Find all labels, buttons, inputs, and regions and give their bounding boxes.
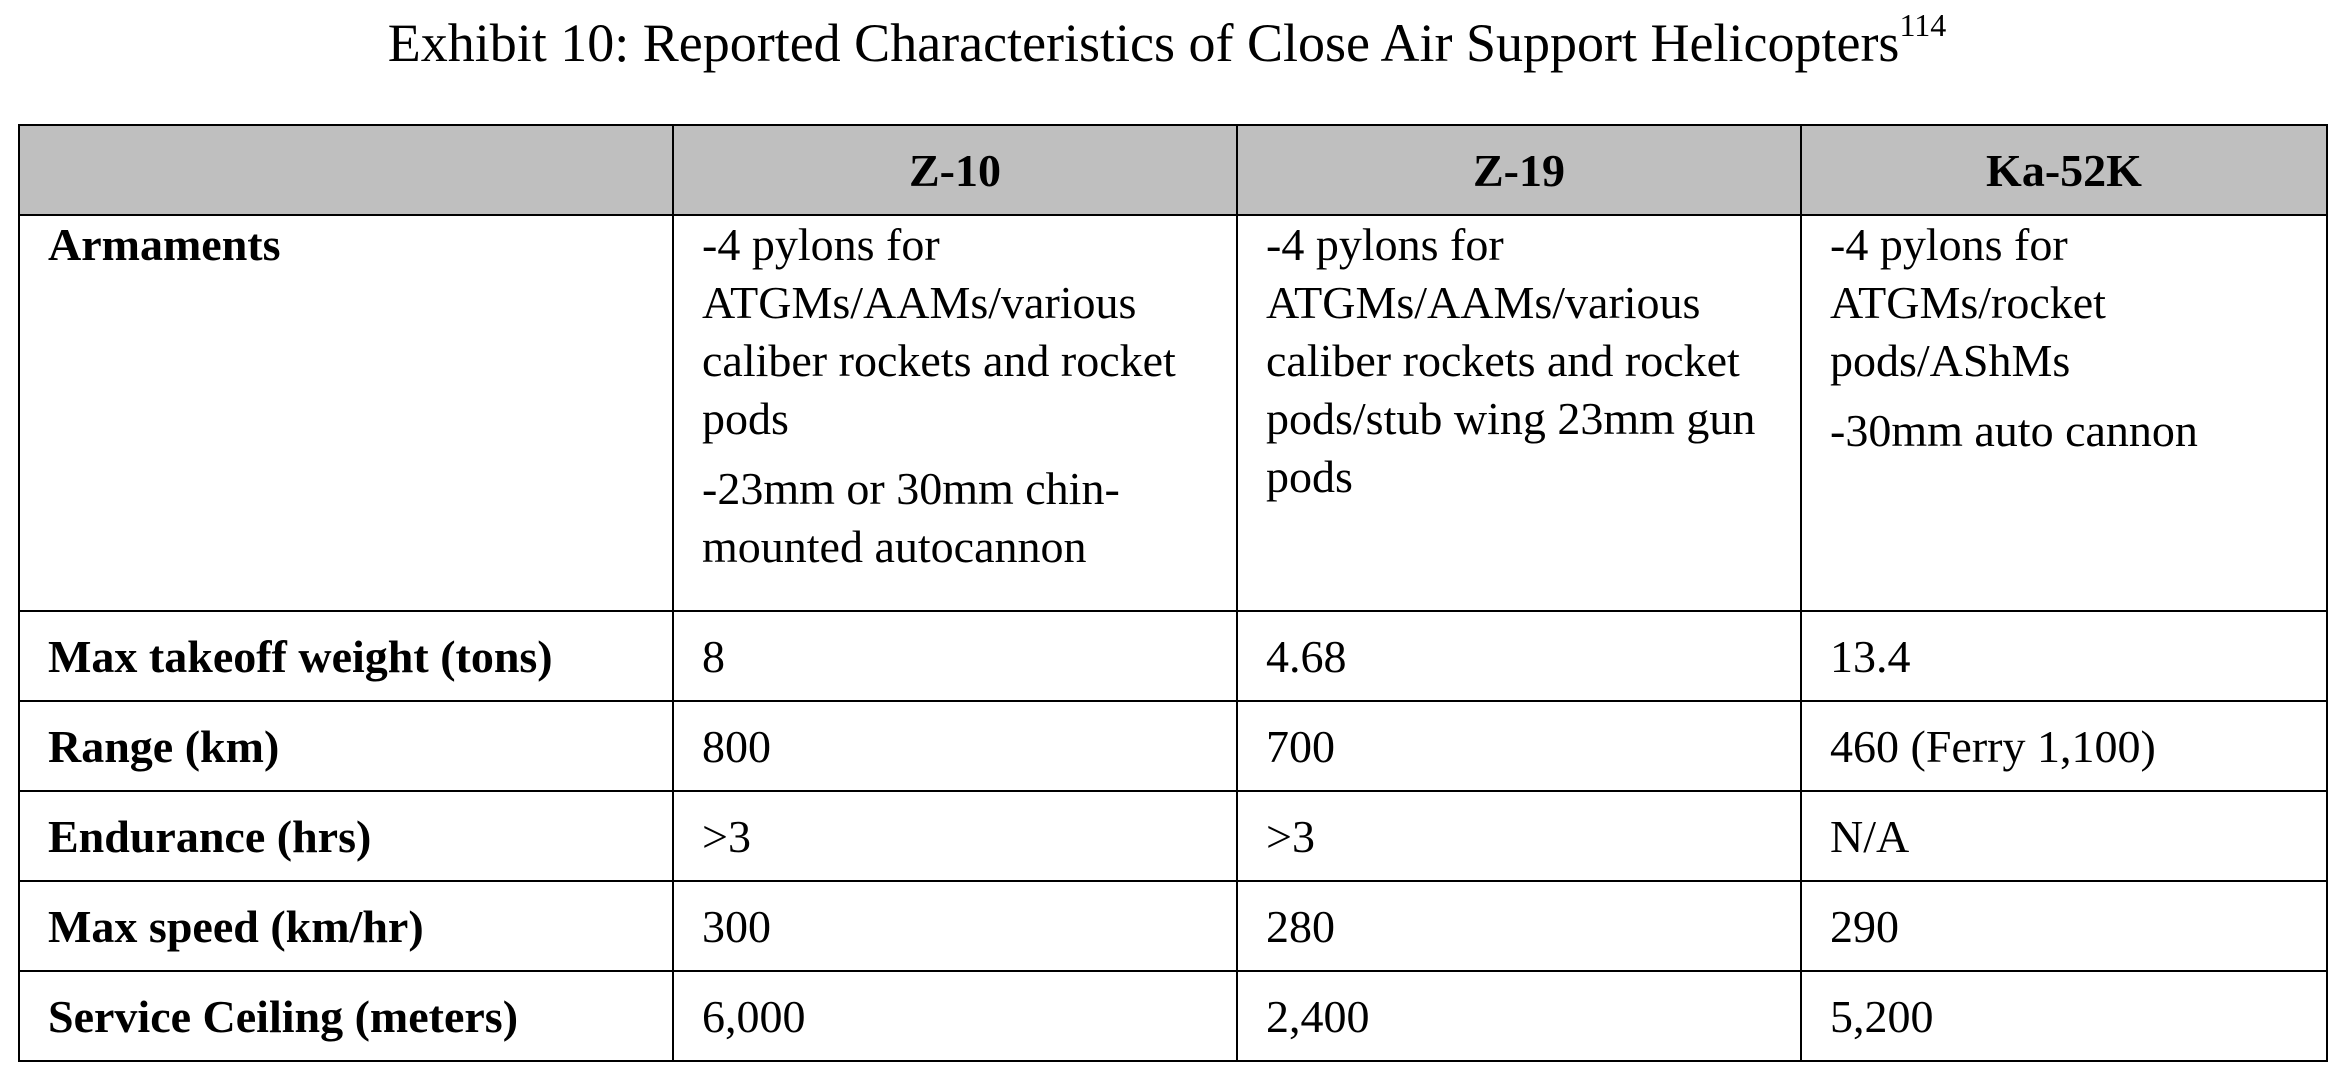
row-label-text: Armaments bbox=[48, 219, 281, 270]
footnote-marker: 114 bbox=[1899, 7, 1947, 43]
armaments-cell-ka52k bbox=[1801, 215, 2327, 611]
armaments-cell-z19 bbox=[1237, 215, 1801, 611]
table-cell: 8 bbox=[673, 611, 1237, 701]
table-cell: N/A bbox=[1801, 791, 2327, 881]
table-cell: 460 (Ferry 1,100) bbox=[1801, 701, 2327, 791]
row-label: Max takeoff weight (tons) bbox=[19, 611, 673, 701]
exhibit-title bbox=[0, 8, 2334, 78]
table-row-armaments bbox=[19, 215, 2327, 611]
column-header-z10: Z-10 bbox=[673, 125, 1237, 215]
armaments-cell-z10 bbox=[673, 215, 1237, 611]
row-label: Range (km) bbox=[19, 701, 673, 791]
armaments-item: -23mm or 30mm chin-mounted autocannon bbox=[702, 463, 1120, 572]
table-row-endurance bbox=[19, 791, 2327, 881]
row-label: Service Ceiling (meters) bbox=[19, 971, 673, 1061]
table-cell: 13.4 bbox=[1801, 611, 2327, 701]
table-cell: 5,200 bbox=[1801, 971, 2327, 1061]
column-header-ka52k: Ka-52K bbox=[1801, 125, 2327, 215]
table-cell: 700 bbox=[1237, 701, 1801, 791]
table-row-max-takeoff-weight bbox=[19, 611, 2327, 701]
column-header-z19: Z-19 bbox=[1237, 125, 1801, 215]
armaments-item: -4 pylons for ATGMs/AAMs/various caliber rockets and rocket pods bbox=[702, 219, 1176, 444]
table-cell: 800 bbox=[673, 701, 1237, 791]
exhibit-title-text: Exhibit 10: Reported Characteristics of Close Air Support Helicopters bbox=[387, 13, 1900, 73]
armaments-item: -4 pylons for ATGMs/rocket pods/AShMs bbox=[1830, 219, 2106, 386]
table-cell: 6,000 bbox=[673, 971, 1237, 1061]
row-label: Endurance (hrs) bbox=[19, 791, 673, 881]
table-row-service-ceiling bbox=[19, 971, 2327, 1061]
table-cell: 300 bbox=[673, 881, 1237, 971]
table-cell: 4.68 bbox=[1237, 611, 1801, 701]
table-cell: >3 bbox=[1237, 791, 1801, 881]
table-row-max-speed bbox=[19, 881, 2327, 971]
corner-header-cell bbox=[19, 125, 673, 215]
table-cell: 280 bbox=[1237, 881, 1801, 971]
header-row bbox=[19, 125, 2327, 215]
table-cell: 290 bbox=[1801, 881, 2327, 971]
table-cell: >3 bbox=[673, 791, 1237, 881]
armaments-item: -30mm auto cannon bbox=[1830, 405, 2198, 456]
table-cell: 2,400 bbox=[1237, 971, 1801, 1061]
helicopter-comparison-table bbox=[18, 124, 2328, 1062]
table-row-range bbox=[19, 701, 2327, 791]
row-label: Max speed (km/hr) bbox=[19, 881, 673, 971]
row-label bbox=[19, 215, 673, 611]
armaments-item: -4 pylons for ATGMs/AAMs/various caliber rockets and rocket pods/stub wing 23mm gun pods bbox=[1266, 219, 1756, 502]
